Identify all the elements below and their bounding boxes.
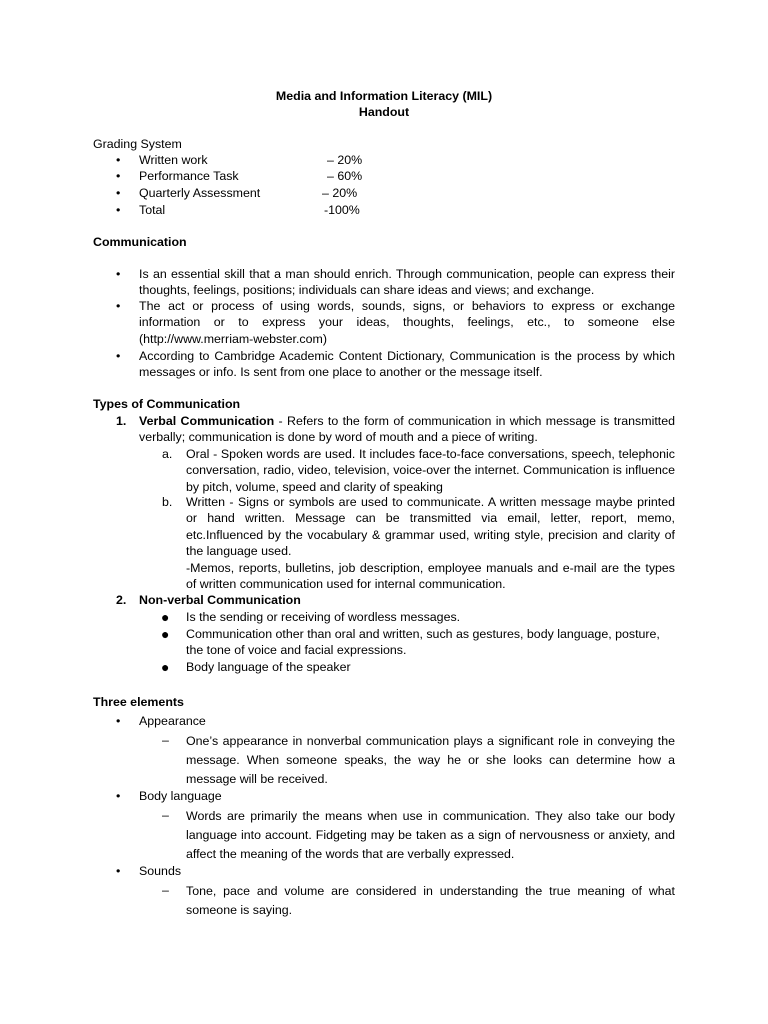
dash: –: [162, 733, 169, 747]
sub-letter: b.: [162, 495, 173, 509]
grading-label: Written work: [139, 153, 208, 167]
communication-item: The act or process of using words, sounds, signs, or behaviors to express or exchange information or to express your ideas, thoughts, feelings, etc., to someone else (http://www.merriam-webster.com): [139, 299, 675, 346]
types-heading: Types of Communication: [93, 397, 241, 411]
grading-heading: Grading System: [93, 137, 182, 151]
communication-item: Is an essential skill that a man should enrich. Through communication, people can express their thoughts, feelings, positions; individuals can share ideas and views; and exchange.: [139, 267, 675, 298]
bullet: •: [116, 864, 121, 878]
bullet: •: [116, 267, 121, 281]
bullet: ●: [161, 626, 170, 642]
element-text: Words are primarily the means when use in communication. They also take our body language into account. Fidgeting may be taken as a sign of nervousness or anxiety, and affect the meaning of the words that are verbally expressed.: [186, 809, 675, 861]
bullet: ●: [161, 659, 170, 675]
verbal-label: Verbal Communication: [139, 414, 275, 428]
bullet: ●: [161, 609, 170, 625]
sub-letter: a.: [162, 447, 173, 461]
document-title: Media and Information Literacy (MIL): [275, 89, 493, 103]
dash: –: [162, 883, 169, 897]
element-label: Body language: [139, 789, 222, 803]
bullet: •: [116, 186, 121, 200]
oral-item: Oral - Spoken words are used. It includes face-to-face conversations, speech, telephonic conversation, radio, video, television, voice-over the internet. Communication is influence by pitch, volume, speed and clarity of speaking: [186, 447, 675, 494]
grading-value: – 60%: [327, 169, 363, 183]
list-number: 1.: [116, 414, 127, 428]
element-label: Sounds: [139, 864, 182, 878]
bullet: •: [116, 299, 121, 313]
document-subtitle: Handout: [358, 105, 410, 119]
grading-label: Performance Task: [139, 169, 239, 183]
nonverbal-label: Non-verbal Communication: [139, 593, 301, 607]
bullet: •: [116, 203, 121, 217]
communication-heading: Communication: [93, 235, 187, 249]
grading-label: Quarterly Assessment: [139, 186, 261, 200]
bullet: •: [116, 153, 121, 167]
grading-value: -100%: [324, 203, 360, 217]
bullet: •: [116, 169, 121, 183]
element-text: Tone, pace and volume are considered in understanding the true meaning of what someone is saying.: [186, 884, 675, 917]
element-text: One’s appearance in nonverbal communication plays a significant role in conveying the message. When someone speaks, the way he or she looks can determine how a message will be received.: [186, 734, 675, 786]
bullet: •: [116, 714, 121, 728]
elements-heading: Three elements: [93, 695, 184, 709]
communication-item: According to Cambridge Academic Content Dictionary, Communication is the process by which messages or info. Is sent from one place to another or the message itself.: [139, 349, 675, 380]
nonverbal-item: Communication other than oral and written, such as gestures, body language, posture, the tone of voice and facial expressions.: [186, 627, 660, 658]
element-label: Appearance: [139, 714, 206, 728]
bullet: •: [116, 349, 121, 363]
verbal-text: - Refers to the form of communication in which message is transmitted verbally; communication is done by word of mouth and a piece of writing.: [139, 414, 675, 445]
list-number: 2.: [116, 593, 127, 607]
grading-value: – 20%: [327, 153, 363, 167]
bullet: •: [116, 789, 121, 803]
written-item: Written - Signs or symbols are used to communicate. A written message maybe printed or hand written. Message can be transmitted via email, letter, report, memo, etc.Influenced by the vocabulary & grammar used, writing style, precision and clarity of the language used.: [186, 495, 675, 559]
grading-label: Total: [139, 203, 166, 217]
written-item-extra: -Memos, reports, bulletins, job description, employee manuals and e-mail are the types of written communication used for internal communication.: [186, 561, 675, 592]
grading-value: – 20%: [322, 186, 358, 200]
nonverbal-item: Is the sending or receiving of wordless messages.: [186, 610, 461, 624]
verbal-communication: [139, 413, 675, 446]
dash: –: [162, 808, 169, 822]
nonverbal-item: Body language of the speaker: [186, 660, 351, 674]
